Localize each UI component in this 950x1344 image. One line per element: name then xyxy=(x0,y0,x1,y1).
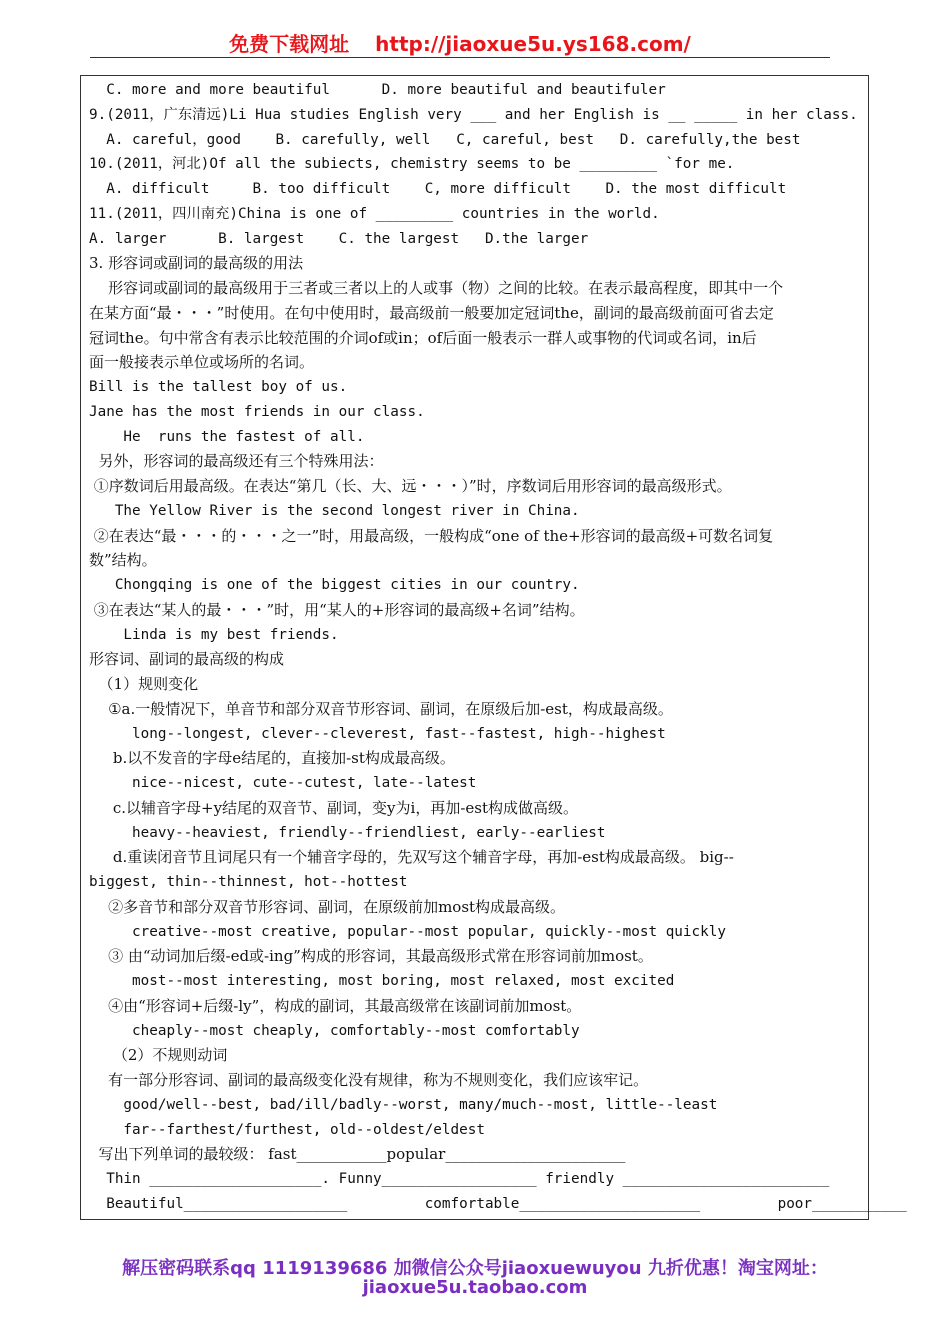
question-9-options: A. careful，good B. carefully, well C, careful, best D. carefully,the best xyxy=(89,132,801,148)
question-9: 9.(2011，广东清远)Li Hua studies English very ___ and her English is __ _____ in her class. xyxy=(89,107,858,123)
question-11: 11.(2011，四川南充)China is one of _________ countries in the world. xyxy=(89,206,660,222)
formation-rule: ②多音节和部分双音节形容词、副词，在原级前加most构成最高级。 xyxy=(89,898,566,916)
footer-shop-link[interactable]: jiaoxue5u.taobao.com xyxy=(362,1277,588,1298)
example-words: nice--nicest, cute--cutest, late--latest xyxy=(89,775,477,791)
formation-rule: d.重读闭音节且词尾只有一个辅音字母的，先双写这个辅音字母，再加-est构成最高级。 big-- xyxy=(89,848,734,866)
exercise-line: Thin ____________________. Funny__________________ friendly ________________________ xyxy=(89,1171,830,1187)
example-words: most--most interesting, most boring, most relaxed, most excited xyxy=(89,973,675,989)
usage-rule-1: ①序数词后用最高级。在表达“第几（长、大、远・・・）”时，序数词后用形容词的最高级形式。 xyxy=(89,477,732,495)
formation-rule: b.以不发音的字母e结尾的，直接加-st构成最高级。 xyxy=(89,749,455,767)
example-sentence: The Yellow River is the second longest river in China. xyxy=(89,503,580,519)
question-11-options: A. larger B. largest C. the largest D.the larger xyxy=(89,231,589,247)
example-words: good/well--best, bad/ill/badly--worst, many/much--most, little--least xyxy=(89,1097,718,1113)
example-sentence: Chongqing is one of the biggest cities in our country. xyxy=(89,577,580,593)
document-content-box xyxy=(80,75,907,1220)
header-label: 免费下载网址 xyxy=(229,32,350,56)
question-10: 10.(2011，河北)Of all the subiects, chemistry seems to be _________ `for me. xyxy=(89,156,735,172)
example-words: creative--most creative, popular--most popular, quickly--most quickly xyxy=(89,924,726,940)
paragraph-line: 在某方面“最・・・”时使用。在句中使用时，最高级前一般要加定冠词the，副词的最高级前面可省去定 xyxy=(89,304,774,322)
paragraph-line: 有一部分形容词、副词的最高级变化没有规律，称为不规则变化，我们应该牢记。 xyxy=(89,1071,649,1089)
paragraph-line: 数”结构。 xyxy=(89,551,157,569)
option-line-c-d: C. more and more beautiful D. more beautiful and beautifuler xyxy=(89,82,666,98)
exercise-line: Beautiful___________________ comfortable_____________________ poor___________ xyxy=(89,1196,907,1212)
example-words: heavy--heaviest, friendly--friendliest, early--earliest xyxy=(89,825,606,841)
formation-rule: c.以辅音字母+y结尾的双音节、副词，变y为i，再加-est构成做高级。 xyxy=(89,799,578,817)
section-heading: 3. 形容词或副词的最高级的用法 xyxy=(89,254,304,272)
exercise-line: 写出下列单词的最较级： fast____________popular________________________ xyxy=(89,1145,626,1163)
usage-rule-2: ②在表达“最・・・的・・・之一”时，用最高级，一般构成“one of the+形容词的最高级+可数名词复 xyxy=(89,527,774,545)
example-sentence: Linda is my best friends. xyxy=(89,627,339,643)
usage-rule-3: ③在表达“某人的最・・・”时，用“某人的+形容词的最高级+名词”结构。 xyxy=(89,601,585,619)
example-sentence: He runs the fastest of all. xyxy=(89,429,365,445)
subsection-heading: （1）规则变化 xyxy=(89,675,199,693)
formation-rule: ④由“形容词+后缀-ly”，构成的副词，其最高级常在该副词前加most。 xyxy=(89,997,582,1015)
example-sentence: Bill is the tallest boy of us. xyxy=(89,379,348,395)
header-divider xyxy=(90,57,830,58)
formation-rule: ①a.一般情况下，单音节和部分双音节形容词、副词，在原级后加-est，构成最高级。 xyxy=(89,700,673,718)
subsection-heading: （2）不规则动词 xyxy=(89,1046,228,1064)
example-sentence: Jane has the most friends in our class. xyxy=(89,404,425,420)
example-words: long--longest, clever--cleverest, fast--fastest, high--highest xyxy=(89,726,666,742)
subsection-heading: 形容词、副词的最高级的构成 xyxy=(89,650,285,668)
paragraph-line: 冠词the。句中常含有表示比较范围的介词of或in；of后面一般表示一群人或事物的代词或名词，in后 xyxy=(89,329,757,347)
paragraph-line: 形容词或副词的最高级用于三者或三者以上的人或事（物）之间的比较。在表示最高程度，即其中一个 xyxy=(89,279,784,297)
paragraph-line: 另外，形容词的最高级还有三个特殊用法： xyxy=(89,452,384,470)
header-url-link[interactable]: http://jiaoxue5u.ys168.com/ xyxy=(375,32,691,56)
formation-rule: ③ 由“动词加后缀-ed或-ing”构成的形容词，其最高级形式常在形容词前加most。 xyxy=(89,947,653,965)
example-words: far--farthest/furthest, old--oldest/eldest xyxy=(89,1122,485,1138)
example-words: biggest, thin--thinnest, hot--hottest xyxy=(89,874,408,890)
footer-contact-line: 解压密码联系qq 1119139686 加微信公众号jiaoxuewuyou 九折优惠！淘宝网址： xyxy=(122,1258,828,1279)
example-words: cheaply--most cheaply, comfortably--most comfortably xyxy=(89,1023,580,1039)
paragraph-line: 面一般接表示单位或场所的名词。 xyxy=(89,353,315,371)
question-10-options: A. difficult B. too difficult C, more difficult D. the most difficult xyxy=(89,181,787,197)
header-banner xyxy=(90,28,830,57)
